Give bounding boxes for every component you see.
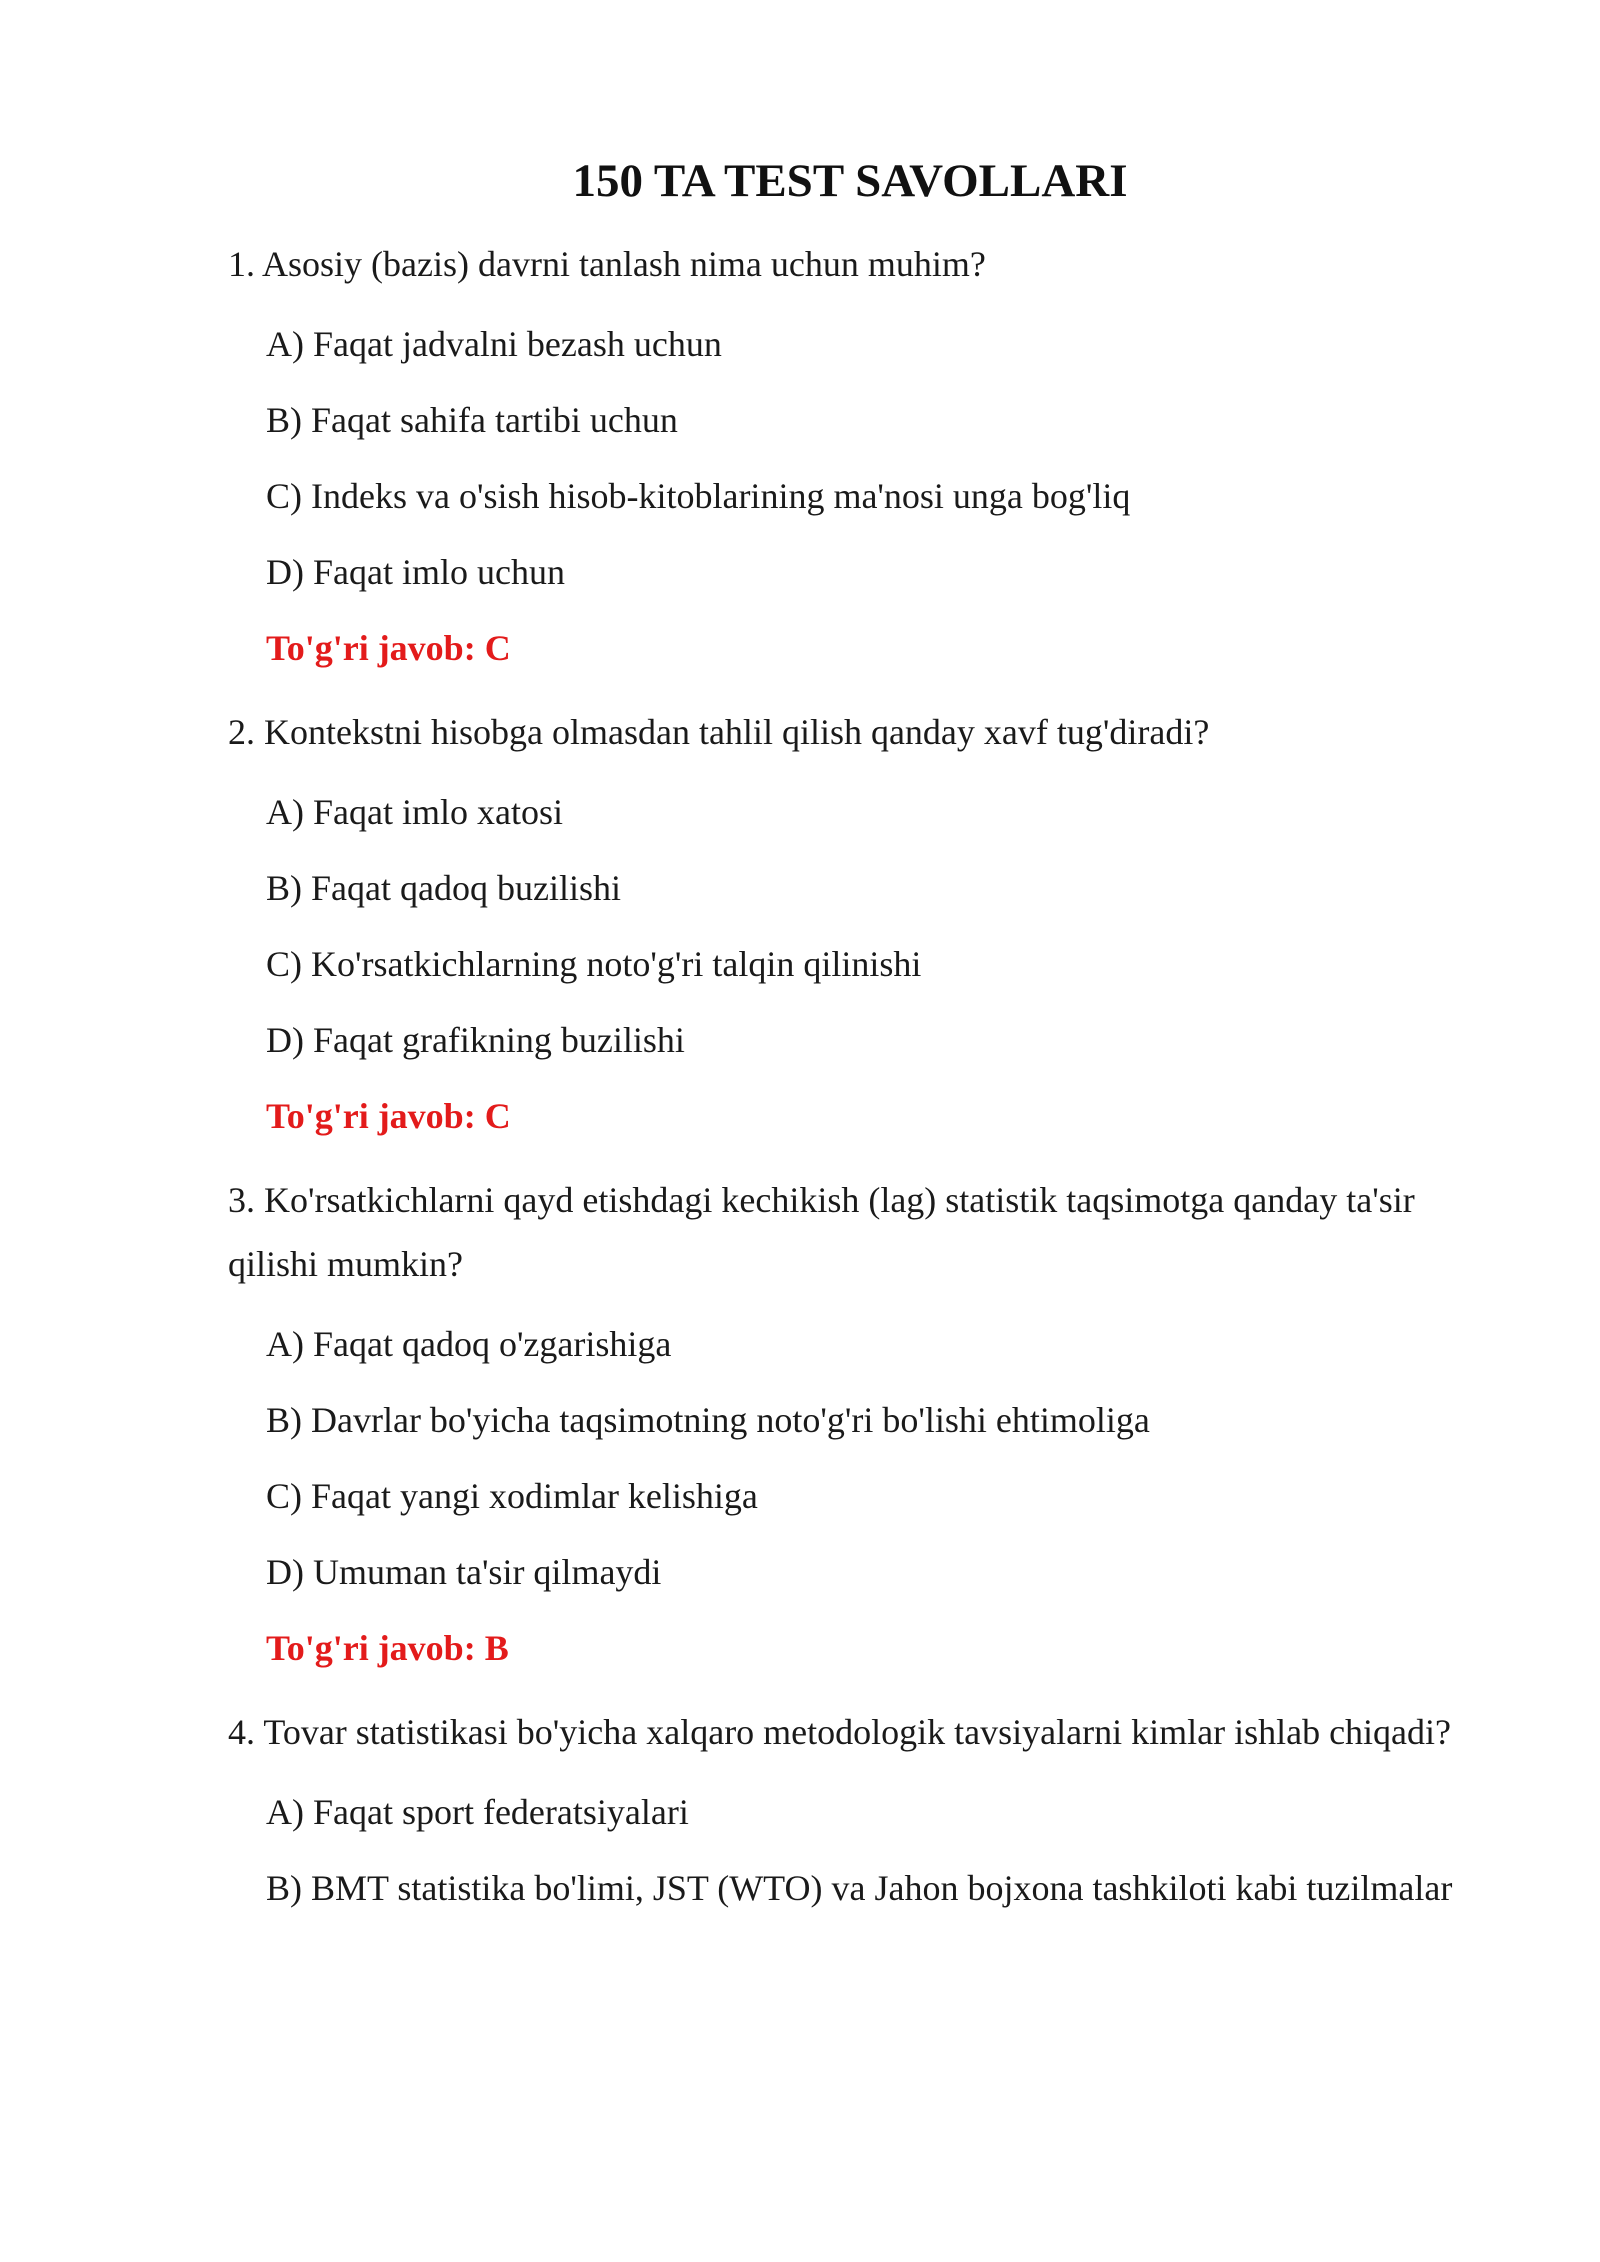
question-block bbox=[228, 1700, 1472, 1913]
answer-option: B) Faqat sahifa tartibi uchun bbox=[266, 400, 678, 440]
question-text: 2. Kontekstni hisobga olmasdan tahlil qilish qanday xavf tug'diradi? bbox=[228, 712, 1210, 752]
answer-options bbox=[266, 1788, 1472, 1913]
question-list bbox=[228, 232, 1472, 1913]
answer-option: D) Faqat imlo uchun bbox=[266, 552, 565, 592]
answer-option: D) Umuman ta'sir qilmaydi bbox=[266, 1552, 662, 1592]
question-block bbox=[228, 1168, 1472, 1673]
correct-answer: To'g'ri javob: C bbox=[266, 628, 511, 668]
answer-option: D) Faqat grafikning buzilishi bbox=[266, 1020, 685, 1060]
answer-options bbox=[266, 320, 1472, 597]
question-text: 3. Ko'rsatkichlarni qayd etishdagi kechikish (lag) statistik taqsimotga qanday ta'sir qilishi mumkin? bbox=[228, 1180, 1415, 1284]
answer-options bbox=[266, 1320, 1472, 1597]
correct-answer: To'g'ri javob: B bbox=[266, 1628, 509, 1668]
answer-option: B) Faqat qadoq buzilishi bbox=[266, 868, 621, 908]
correct-answer: To'g'ri javob: C bbox=[266, 1096, 511, 1136]
answer-option: A) Faqat imlo xatosi bbox=[266, 792, 563, 832]
answer-option: A) Faqat jadvalni bezash uchun bbox=[266, 324, 722, 364]
answer-option: B) BMT statistika bo'limi, JST (WTO) va Jahon bojxona tashkiloti kabi tuzilmalar bbox=[266, 1868, 1453, 1908]
document-title: 150 TA TEST SAVOLLARI bbox=[572, 155, 1128, 207]
answer-option: A) Faqat sport federatsiyalari bbox=[266, 1792, 689, 1832]
answer-option: A) Faqat qadoq o'zgarishiga bbox=[266, 1324, 672, 1364]
question-text: 1. Asosiy (bazis) davrni tanlash nima uchun muhim? bbox=[228, 244, 986, 284]
question-block bbox=[228, 700, 1472, 1141]
answer-option: B) Davrlar bo'yicha taqsimotning noto'g'ri bo'lishi ehtimoliga bbox=[266, 1400, 1150, 1440]
answer-option: C) Ko'rsatkichlarning noto'g'ri talqin qilinishi bbox=[266, 944, 922, 984]
answer-options bbox=[266, 788, 1472, 1065]
answer-option: C) Faqat yangi xodimlar kelishiga bbox=[266, 1476, 758, 1516]
answer-option: C) Indeks va o'sish hisob-kitoblarining ma'nosi unga bog'liq bbox=[266, 476, 1131, 516]
question-text: 4. Tovar statistikasi bo'yicha xalqaro metodologik tavsiyalarni kimlar ishlab chiqadi? bbox=[228, 1712, 1452, 1752]
question-block bbox=[228, 232, 1472, 673]
